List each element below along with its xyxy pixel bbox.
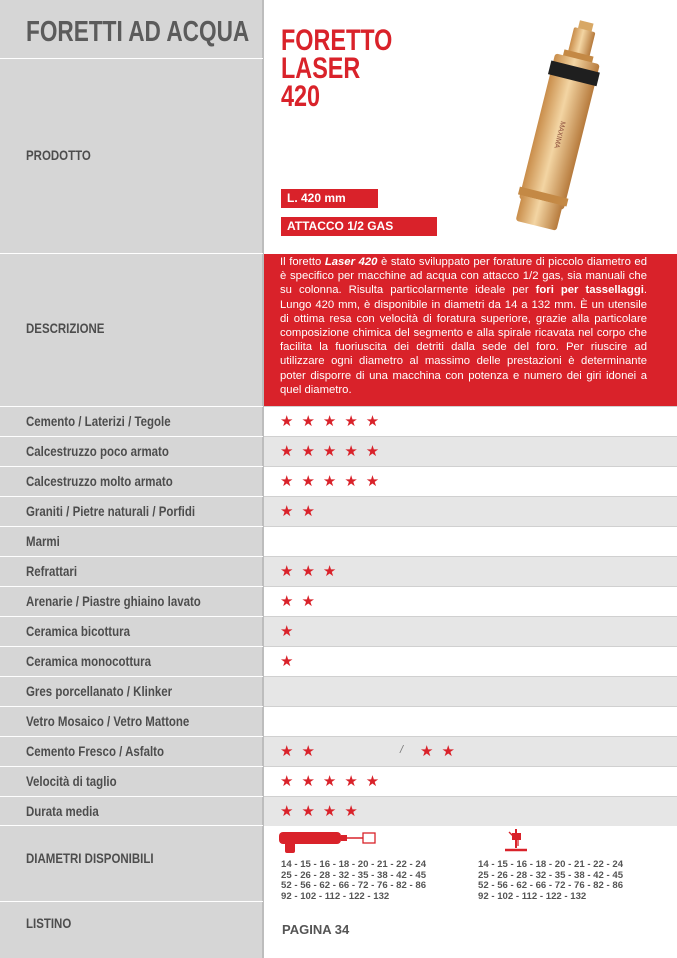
material-label: Marmi [26, 533, 60, 549]
diameters-label: DIAMETRI DISPONIBILI [26, 850, 154, 866]
product-label: PRODOTTO [26, 147, 91, 163]
cell-divider [264, 796, 677, 797]
material-label: Calcestruzzo molto armato [26, 473, 173, 489]
rating-row [0, 407, 677, 436]
rating-cell [264, 587, 677, 616]
rating-row [0, 647, 677, 676]
attachment-badge: ATTACCO 1/2 GAS [281, 217, 437, 236]
material-label: Ceramica monocottura [26, 653, 152, 669]
material-label: Arenarie / Piastre ghiaino lavato [26, 593, 201, 609]
material-label: Graniti / Pietre naturali / Porfidi [26, 503, 196, 519]
brand-logo: MAXIMA [552, 120, 566, 149]
cell-divider [264, 646, 677, 647]
rating-row [0, 797, 677, 826]
cell-divider [264, 586, 677, 587]
description-label: DESCRIZIONE [26, 320, 105, 336]
star-rating: ★ [280, 653, 302, 670]
material-label: Durata media [26, 803, 99, 819]
rating-cell [264, 497, 677, 526]
description-text [264, 254, 677, 406]
star-rating-alt: ★★ [420, 743, 463, 760]
star-rating: ★★★★★ [280, 413, 388, 430]
cell-divider [264, 616, 677, 617]
rating-cell [264, 617, 677, 646]
cell-divider [264, 436, 677, 437]
star-rating: ★★ [280, 743, 323, 760]
product-name: FORETTO LASER 420 [281, 24, 393, 113]
star-rating: ★★ [280, 593, 323, 610]
rating-row [0, 587, 677, 616]
rating-cell [264, 707, 677, 736]
cell-divider [264, 526, 677, 527]
price-list-page: PAGINA 34 [282, 922, 350, 937]
rating-separator: / [400, 744, 412, 756]
desc-part: . Lungo 420 mm, è disponibile in diametri da 14 a 132 mm. È un utensile di ottima resa con velocità di foratura superiore, grazie alla particolare composizione chimica del segmento e alla spirale ricavata nel corpo che facilita la fuoriuscita dei detriti dalla sede del foro. Per riuscire ad utilizzare ogni diametro al massimo delle prestazioni è determinante poter disporre di una macchina con potenza e numero dei giri idonei a quel diametro. [280, 284, 647, 396]
rating-cell [264, 527, 677, 556]
cell-divider [264, 736, 677, 737]
diameters-list-stand: 14 - 15 - 16 - 18 - 20 - 21 - 22 - 24 25 - 26 - 28 - 32 - 35 - 38 - 42 - 45 52 - 56 - 62 - 66 - 72 - 76 - 82 - 86 92 - 102 - 112 - 122 - 132 [478, 859, 624, 902]
star-rating: ★★★★★ [280, 773, 388, 790]
length-badge: L. 420 mm [281, 189, 378, 208]
cell-divider [264, 466, 677, 467]
handheld-core-drill-icon [279, 828, 377, 854]
star-rating: ★★ [280, 503, 323, 520]
rating-row [0, 437, 677, 466]
material-label: Cemento Fresco / Asfalto [26, 743, 165, 759]
desc-product-name: Laser 420 [324, 256, 378, 268]
rating-row [0, 677, 677, 706]
star-rating: ★★★ [280, 563, 345, 580]
cell-divider [264, 496, 677, 497]
cell-divider [264, 706, 677, 707]
rating-row [0, 497, 677, 526]
rating-row [0, 527, 677, 556]
material-label: Velocità di taglio [26, 773, 117, 789]
rating-row [0, 707, 677, 736]
desc-part: è stato sviluppato per forature di piccolo diametro ed è specifico per macchine ad acqua con attacco 1/2 gas, sia manuali che su colonna. Risulta particolarmente ideale per [280, 256, 647, 297]
rating-row [0, 467, 677, 496]
cell-divider [264, 676, 677, 677]
star-rating: ★★★★★ [280, 443, 388, 460]
rating-row [0, 767, 677, 796]
desc-highlight: fori per tassellaggi [535, 284, 644, 297]
cell-divider [264, 766, 677, 767]
material-label: Gres porcellanato / Klinker [26, 683, 173, 699]
material-label: Ceramica bicottura [26, 623, 130, 639]
material-label: Refrattari [26, 563, 78, 579]
rating-cell [264, 677, 677, 706]
rating-row [0, 557, 677, 586]
star-rating: ★★★★ [280, 803, 366, 820]
drill-stand-icon [503, 828, 529, 854]
star-rating: ★★★★★ [280, 473, 388, 490]
cell-divider [264, 556, 677, 557]
material-label: Calcestruzzo poco armato [26, 443, 169, 459]
desc-part: Il foretto [280, 256, 325, 268]
material-label: Vetro Mosaico / Vetro Mattone [26, 713, 190, 729]
diameters-list-handheld: 14 - 15 - 16 - 18 - 20 - 21 - 22 - 24 25 - 26 - 28 - 32 - 35 - 38 - 42 - 45 52 - 56 - 62 - 66 - 72 - 76 - 82 - 86 92 - 102 - 112 - 122 - 132 [281, 859, 427, 902]
listino-label: LISTINO [26, 915, 72, 931]
star-rating: ★ [280, 623, 302, 640]
rating-row [0, 617, 677, 646]
rating-cell [264, 647, 677, 676]
rating-cell [264, 737, 677, 766]
rating-row [0, 737, 677, 766]
cell-divider [264, 406, 677, 407]
section-title: FORETTI AD ACQUA [26, 16, 250, 48]
material-label: Cemento / Laterizi / Tegole [26, 413, 171, 429]
core-drill-bit-image [500, 18, 630, 250]
